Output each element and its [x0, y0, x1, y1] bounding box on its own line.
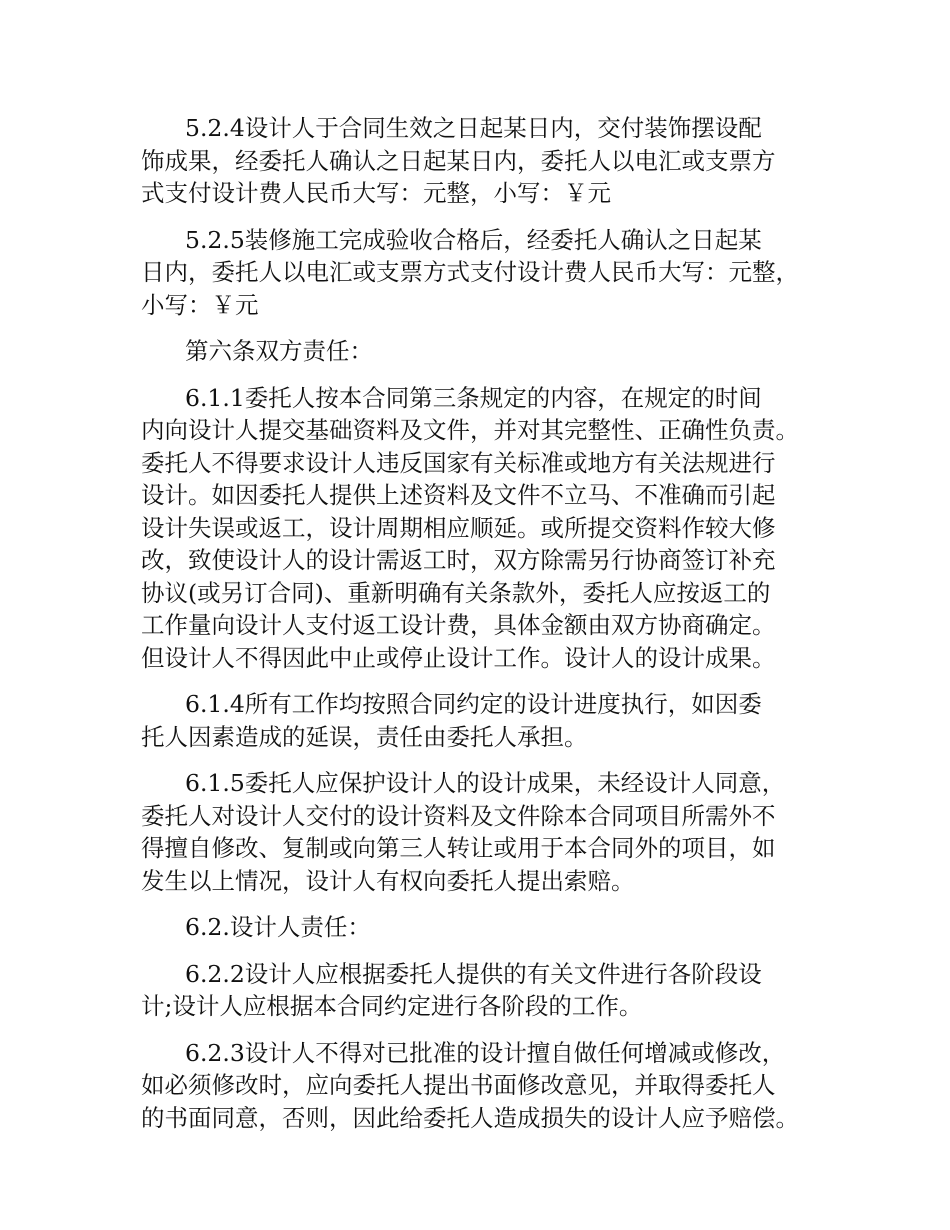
- paragraph-line: 但设计人不得因此中止或停止设计工作。设计人的设计成果。: [141, 643, 776, 672]
- heading-line: 6.2.设计人责任：: [185, 913, 371, 941]
- paragraph-6-1-1: [141, 382, 821, 675]
- paragraph-6-2-2: [141, 958, 821, 1023]
- paragraph-line: 6.1.5委托人应保护设计人的设计成果，未经设计人同意，: [185, 769, 786, 797]
- paragraph-6-1-4: [141, 688, 821, 753]
- paragraph-line: 托人因素造成的延误，责任由委托人承担。: [141, 722, 588, 751]
- paragraph-line: 式支付设计费人民币大写：元整，小写：￥元: [141, 179, 611, 207]
- paragraph-line: 发生以上情况，设计人有权向委托人提出索赔。: [141, 866, 635, 895]
- paragraph-5-2-5: [141, 224, 821, 322]
- heading-line: 第六条双方责任：: [185, 337, 373, 365]
- paragraph-line: 6.1.1委托人按本合同第三条规定的内容，在规定的时间: [185, 383, 762, 412]
- section-heading-6-2: [141, 911, 821, 944]
- paragraph-line: 内向设计人提交基础资料及文件，并对其完整性、正确性负责。: [141, 416, 799, 444]
- paragraph-line: 5.2.4设计人于合同生效之日起某日内，交付装饰摆设配: [185, 114, 762, 142]
- paragraph-line: 6.2.3设计人不得对已批准的设计擅自做任何增减或修改，: [185, 1038, 786, 1067]
- paragraph-line: 工作量向设计人支付返工设计费，具体金额由双方协商确定。: [141, 611, 776, 639]
- paragraph-line: 计;设计人应根据本合同约定进行各阶段的工作。: [141, 992, 643, 1020]
- paragraph-6-2-3: [141, 1037, 821, 1135]
- paragraph-line: 饰成果，经委托人确认之日起某日内，委托人以电汇或支票方: [141, 146, 776, 175]
- paragraph-line: 委托人不得要求设计人违反国家有关标准或地方有关法规进行: [141, 448, 776, 477]
- paragraph-line: 如必须修改时，应向委托人提出书面修改意见，并取得委托人: [141, 1071, 776, 1099]
- paragraph-line: 设计。如因委托人提供上述资料及文件不立马、不准确而引起: [141, 481, 776, 509]
- paragraph-line: 的书面同意，否则，因此给委托人造成损失的设计人应予赔偿。: [141, 1103, 799, 1132]
- section-heading-article-6: [141, 335, 821, 368]
- paragraph-6-1-5: [141, 767, 821, 897]
- paragraph-line: 日内，委托人以电汇或支票方式支付设计费人民币大写：元整，: [141, 258, 799, 286]
- paragraph-line: 6.2.2设计人应根据委托人提供的有关文件进行各阶段设: [185, 959, 762, 988]
- paragraph-line: 6.1.4所有工作均按照合同约定的设计进度执行，如因委: [185, 690, 762, 718]
- paragraph-line: 5.2.5装修施工完成验收合格后，经委托人确认之日起某: [185, 225, 762, 254]
- paragraph-line: 改，致使设计人的设计需返工时，双方除需另行协商签订补充: [141, 546, 776, 574]
- paragraph-line: 协议(或另订合同)、重新明确有关条款外，委托人应按返工的: [141, 578, 771, 607]
- paragraph-line: 设计失误或返工，设计周期相应顺延。或所提交资料作较大修: [141, 513, 776, 542]
- paragraph-line: 委托人对设计人交付的设计资料及文件除本合同项目所需外不: [141, 801, 776, 830]
- paragraph-5-2-4: [141, 112, 821, 210]
- paragraph-line: 得擅自修改、复制或向第三人转让或用于本合同外的项目，如: [141, 834, 776, 862]
- paragraph-line: 小写：￥元: [141, 290, 259, 319]
- document-body: [141, 112, 821, 1148]
